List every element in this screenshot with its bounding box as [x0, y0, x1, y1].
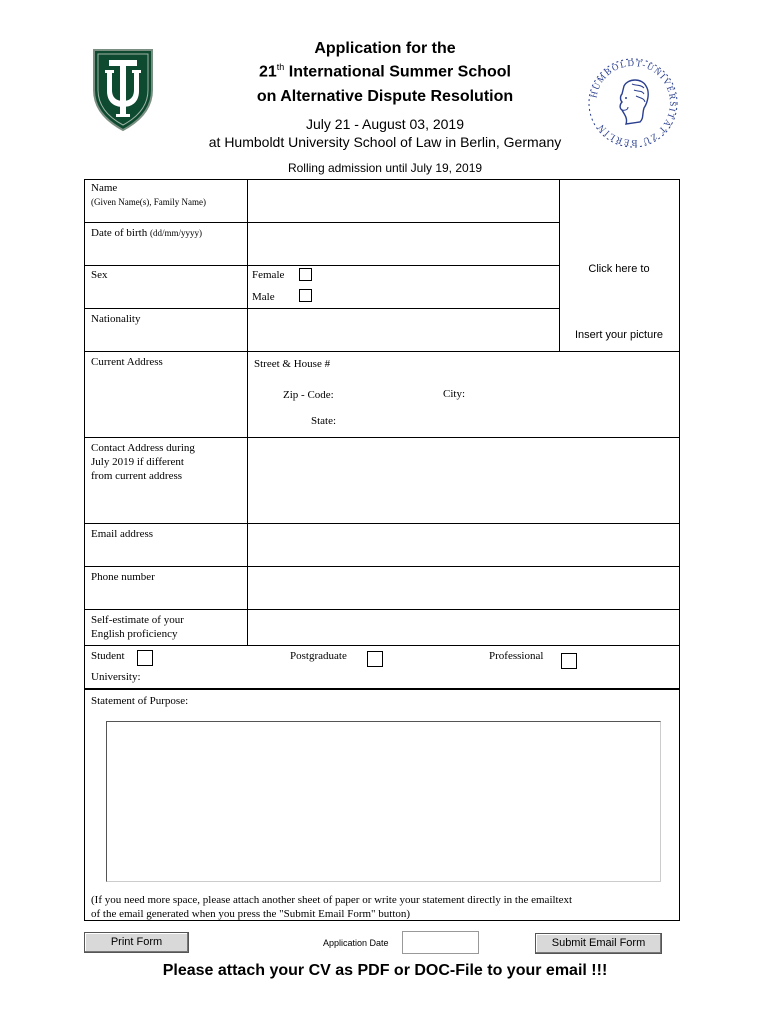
application-date-field[interactable]	[402, 931, 479, 954]
zip-label: Zip - Code:	[283, 389, 334, 401]
title-line-1: Application for the	[314, 40, 456, 57]
attach-cv-notice: Please attach your CV as PDF or DOC-File to your email !!!	[162, 962, 608, 979]
title-line-3: on Alternative Dispute Resolution	[256, 88, 514, 105]
student-label: Student	[91, 650, 125, 662]
title-number: 21	[258, 63, 277, 81]
street-label: Street & House #	[254, 358, 331, 370]
street-field[interactable]	[350, 354, 676, 374]
university-label: University:	[91, 671, 141, 683]
photo-text-1: Click here to	[588, 263, 650, 275]
dob-hint: (dd/mm/yyyy)	[149, 228, 202, 238]
postgrad-label: Postgraduate	[290, 650, 347, 662]
application-date-label: Application Date	[323, 938, 389, 948]
phone-field[interactable]	[249, 568, 677, 608]
state-field[interactable]	[345, 411, 545, 431]
university-field[interactable]	[155, 668, 675, 686]
sex-label: Sex	[91, 269, 108, 281]
title-rest: International Summer School	[284, 63, 511, 81]
contact-label-1: Contact Address during	[91, 442, 195, 454]
name-field[interactable]	[249, 181, 557, 221]
location: at Humboldt University School of Law in Berlin, Germany	[208, 134, 562, 150]
dates: July 21 - August 03, 2019	[306, 116, 464, 132]
dob-label: Date of birth	[91, 227, 148, 239]
statement-note-2: of the email generated when you press the "Submit Email Form" button)	[91, 908, 411, 920]
dob-field[interactable]	[249, 224, 557, 264]
male-label: Male	[252, 291, 275, 303]
contact-address-field[interactable]	[249, 439, 677, 521]
name-label: Name	[91, 182, 118, 194]
nationality-field[interactable]	[249, 310, 557, 350]
nationality-label: Nationality	[91, 313, 141, 325]
phone-label: Phone number	[91, 571, 155, 583]
contact-label-2: July 2019 if different	[91, 456, 184, 468]
dob-label-row	[91, 226, 202, 240]
city-label: City:	[443, 388, 466, 400]
statement-label: Statement of Purpose:	[91, 695, 189, 707]
statement-note-1: (If you need more space, please attach another sheet of paper or write your statement directly in the emailtext	[91, 894, 573, 906]
english-label-2: English proficiency	[91, 628, 178, 640]
email-field[interactable]	[249, 525, 677, 565]
professional-label: Professional	[489, 650, 544, 662]
zip-field[interactable]	[345, 384, 435, 404]
female-label: Female	[252, 269, 285, 281]
student-checkbox[interactable]	[137, 650, 153, 666]
title-superscript: th	[276, 62, 285, 72]
name-hint: (Given Name(s), Family Name)	[91, 197, 206, 207]
statement-textarea[interactable]	[106, 721, 661, 882]
photo-text-2: Insert your picture	[574, 329, 664, 341]
seal-text: HUMBOLDT-UNIVERSITÄT ZU BERLIN	[588, 57, 679, 149]
submit-email-form-button[interactable]: Submit Email Form	[535, 933, 662, 954]
state-label: State:	[311, 415, 337, 427]
email-label: Email address	[91, 528, 154, 540]
english-field[interactable]	[249, 611, 677, 644]
address-label: Current Address	[91, 356, 163, 368]
title-line-2	[0, 62, 770, 81]
contact-label-3: from current address	[91, 470, 183, 482]
male-checkbox[interactable]	[299, 289, 312, 302]
print-form-button[interactable]: Print Form	[84, 932, 189, 953]
english-label-1: Self-estimate of your	[91, 614, 184, 626]
rolling-admission: Rolling admission until July 19, 2019	[287, 161, 483, 175]
city-field[interactable]	[472, 384, 676, 404]
postgrad-checkbox[interactable]	[367, 651, 383, 667]
female-checkbox[interactable]	[299, 268, 312, 281]
professional-checkbox[interactable]	[561, 653, 577, 669]
